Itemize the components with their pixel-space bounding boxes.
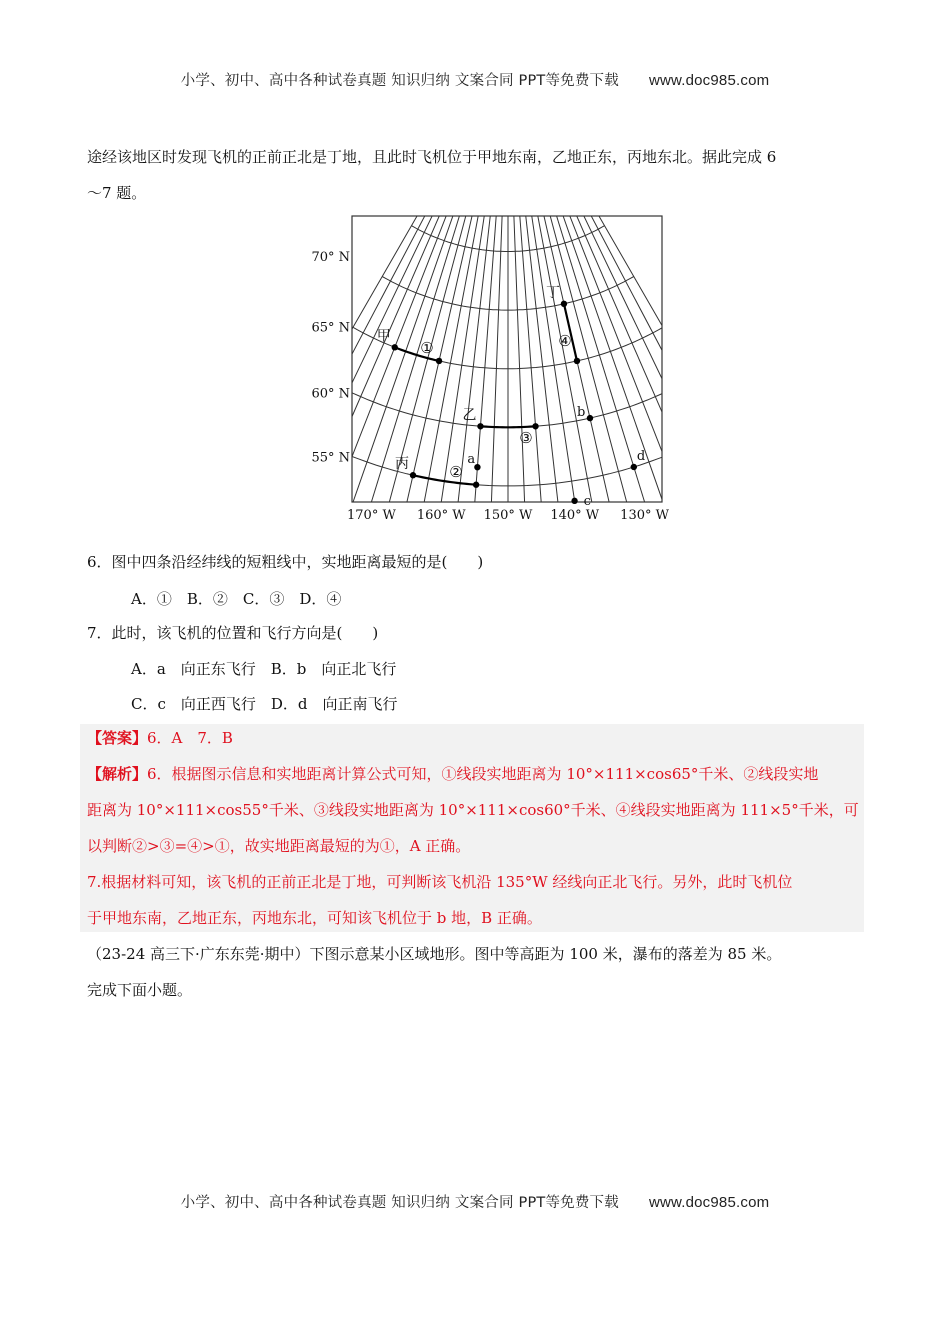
latitude-label: 55° N xyxy=(311,450,350,466)
point-d xyxy=(631,464,637,470)
segment-start-dot xyxy=(477,423,483,429)
point-label: c xyxy=(583,493,591,509)
question-7-stem: 7．此时，该飞机的位置和飞行方向是( ) xyxy=(87,624,379,642)
latitude-label: 70° N xyxy=(311,250,350,266)
segment-start-dot xyxy=(392,344,398,350)
answer-tag: 【答案】 xyxy=(87,729,148,747)
analysis-text-1: 6．根据图示信息和实地距离计算公式可知，①线段实地距离为 10°×111×cos65°千米、②线段实地 xyxy=(147,765,819,783)
place-label: 乙 xyxy=(462,407,477,424)
point-c xyxy=(571,498,577,504)
place-label: 甲 xyxy=(376,328,391,345)
analysis-line-3: 以判断②>③=④>①，故实地距离最短的为①，A 正确。 xyxy=(87,837,471,855)
segment-3 xyxy=(480,426,535,427)
answer-line xyxy=(87,728,867,748)
answer-box xyxy=(80,724,864,932)
place-label: 丁 xyxy=(545,284,560,301)
segment-number-label: ② xyxy=(449,463,463,481)
point-b xyxy=(587,415,593,421)
longitude-label: 140° W xyxy=(550,508,600,523)
longitude-label: 130° W xyxy=(620,508,669,523)
segment-start-dot xyxy=(410,472,416,478)
question-7-options-row-1: A．a 向正东飞行 B．b 向正北飞行 xyxy=(131,660,397,678)
latitude-label: 60° N xyxy=(311,386,350,402)
analysis-line-5: 于甲地东南，乙地正东，丙地东北，可知该飞机位于 b 地，B 正确。 xyxy=(87,909,542,927)
page-header xyxy=(0,69,950,90)
segment-number-label: ④ xyxy=(558,332,572,350)
question-6-stem: 6．图中四条沿经纬线的短粗线中，实地距离最短的是( ) xyxy=(87,553,484,571)
segment-number-label: ③ xyxy=(519,429,533,447)
longitude-label: 160° W xyxy=(416,508,466,523)
analysis-tag: 【解析】 xyxy=(87,765,148,783)
place-label: 丙 xyxy=(395,456,410,473)
analysis-line-1 xyxy=(87,764,867,784)
graticule xyxy=(300,205,700,535)
longitude-label: 150° W xyxy=(483,508,533,523)
point-label: d xyxy=(636,448,646,464)
header-site-link[interactable]: www.doc985.com xyxy=(648,72,770,89)
segment-end-dot xyxy=(436,358,442,364)
analysis-line-2: 距离为 10°×111×cos55°千米、③线段实地距离为 10°×111×cos60°千米、④线段实地距离为 111×5°千米，可 xyxy=(87,801,859,819)
intro-line-1: 途经该地区时发现飞机的正前正北是丁地，且此时飞机位于甲地东南，乙地正东，丙地东北。据此完成 6 xyxy=(87,148,777,166)
header-text: 小学、初中、高中各种试卷真题 知识归纳 文案合同 PPT等免费下载 xyxy=(180,73,619,89)
page-footer xyxy=(0,1191,950,1212)
latitude-label: 65° N xyxy=(311,320,350,336)
segment-number-label: ① xyxy=(420,339,434,357)
next-intro-line-1: （23-24 高三下·广东东莞·期中）下图示意某小区域地形。图中等高距为 100 米，瀑布的落差为 85 米。 xyxy=(87,945,782,963)
intro-line-2: ～7 题。 xyxy=(87,184,147,202)
segment-start-dot xyxy=(561,301,567,307)
question-7-options-row-2: C．c 向正西飞行 D．d 向正南飞行 xyxy=(131,695,398,713)
next-intro-line-2: 完成下面小题。 xyxy=(87,981,193,999)
segment-end-dot xyxy=(532,423,538,429)
analysis-line-4: 7.根据材料可知，该飞机的正前正北是丁地，可判断该飞机沿 135°W 经线向正北飞行。另外，此时飞机位 xyxy=(87,873,793,891)
longitude-label: 170° W xyxy=(347,508,396,523)
point-label: b xyxy=(576,405,586,421)
footer-site-link[interactable]: www.doc985.com xyxy=(648,1194,770,1211)
answer-text: 6．A 7．B xyxy=(147,729,233,747)
segment-end-dot xyxy=(574,358,580,364)
latitude-longitude-map xyxy=(300,205,700,535)
segment-end-dot xyxy=(473,482,479,488)
point-label: a xyxy=(467,452,476,468)
footer-text: 小学、初中、高中各种试卷真题 知识归纳 文案合同 PPT等免费下载 xyxy=(180,1195,619,1211)
question-6-options: A．① B．② C．③ D．④ xyxy=(131,590,342,608)
